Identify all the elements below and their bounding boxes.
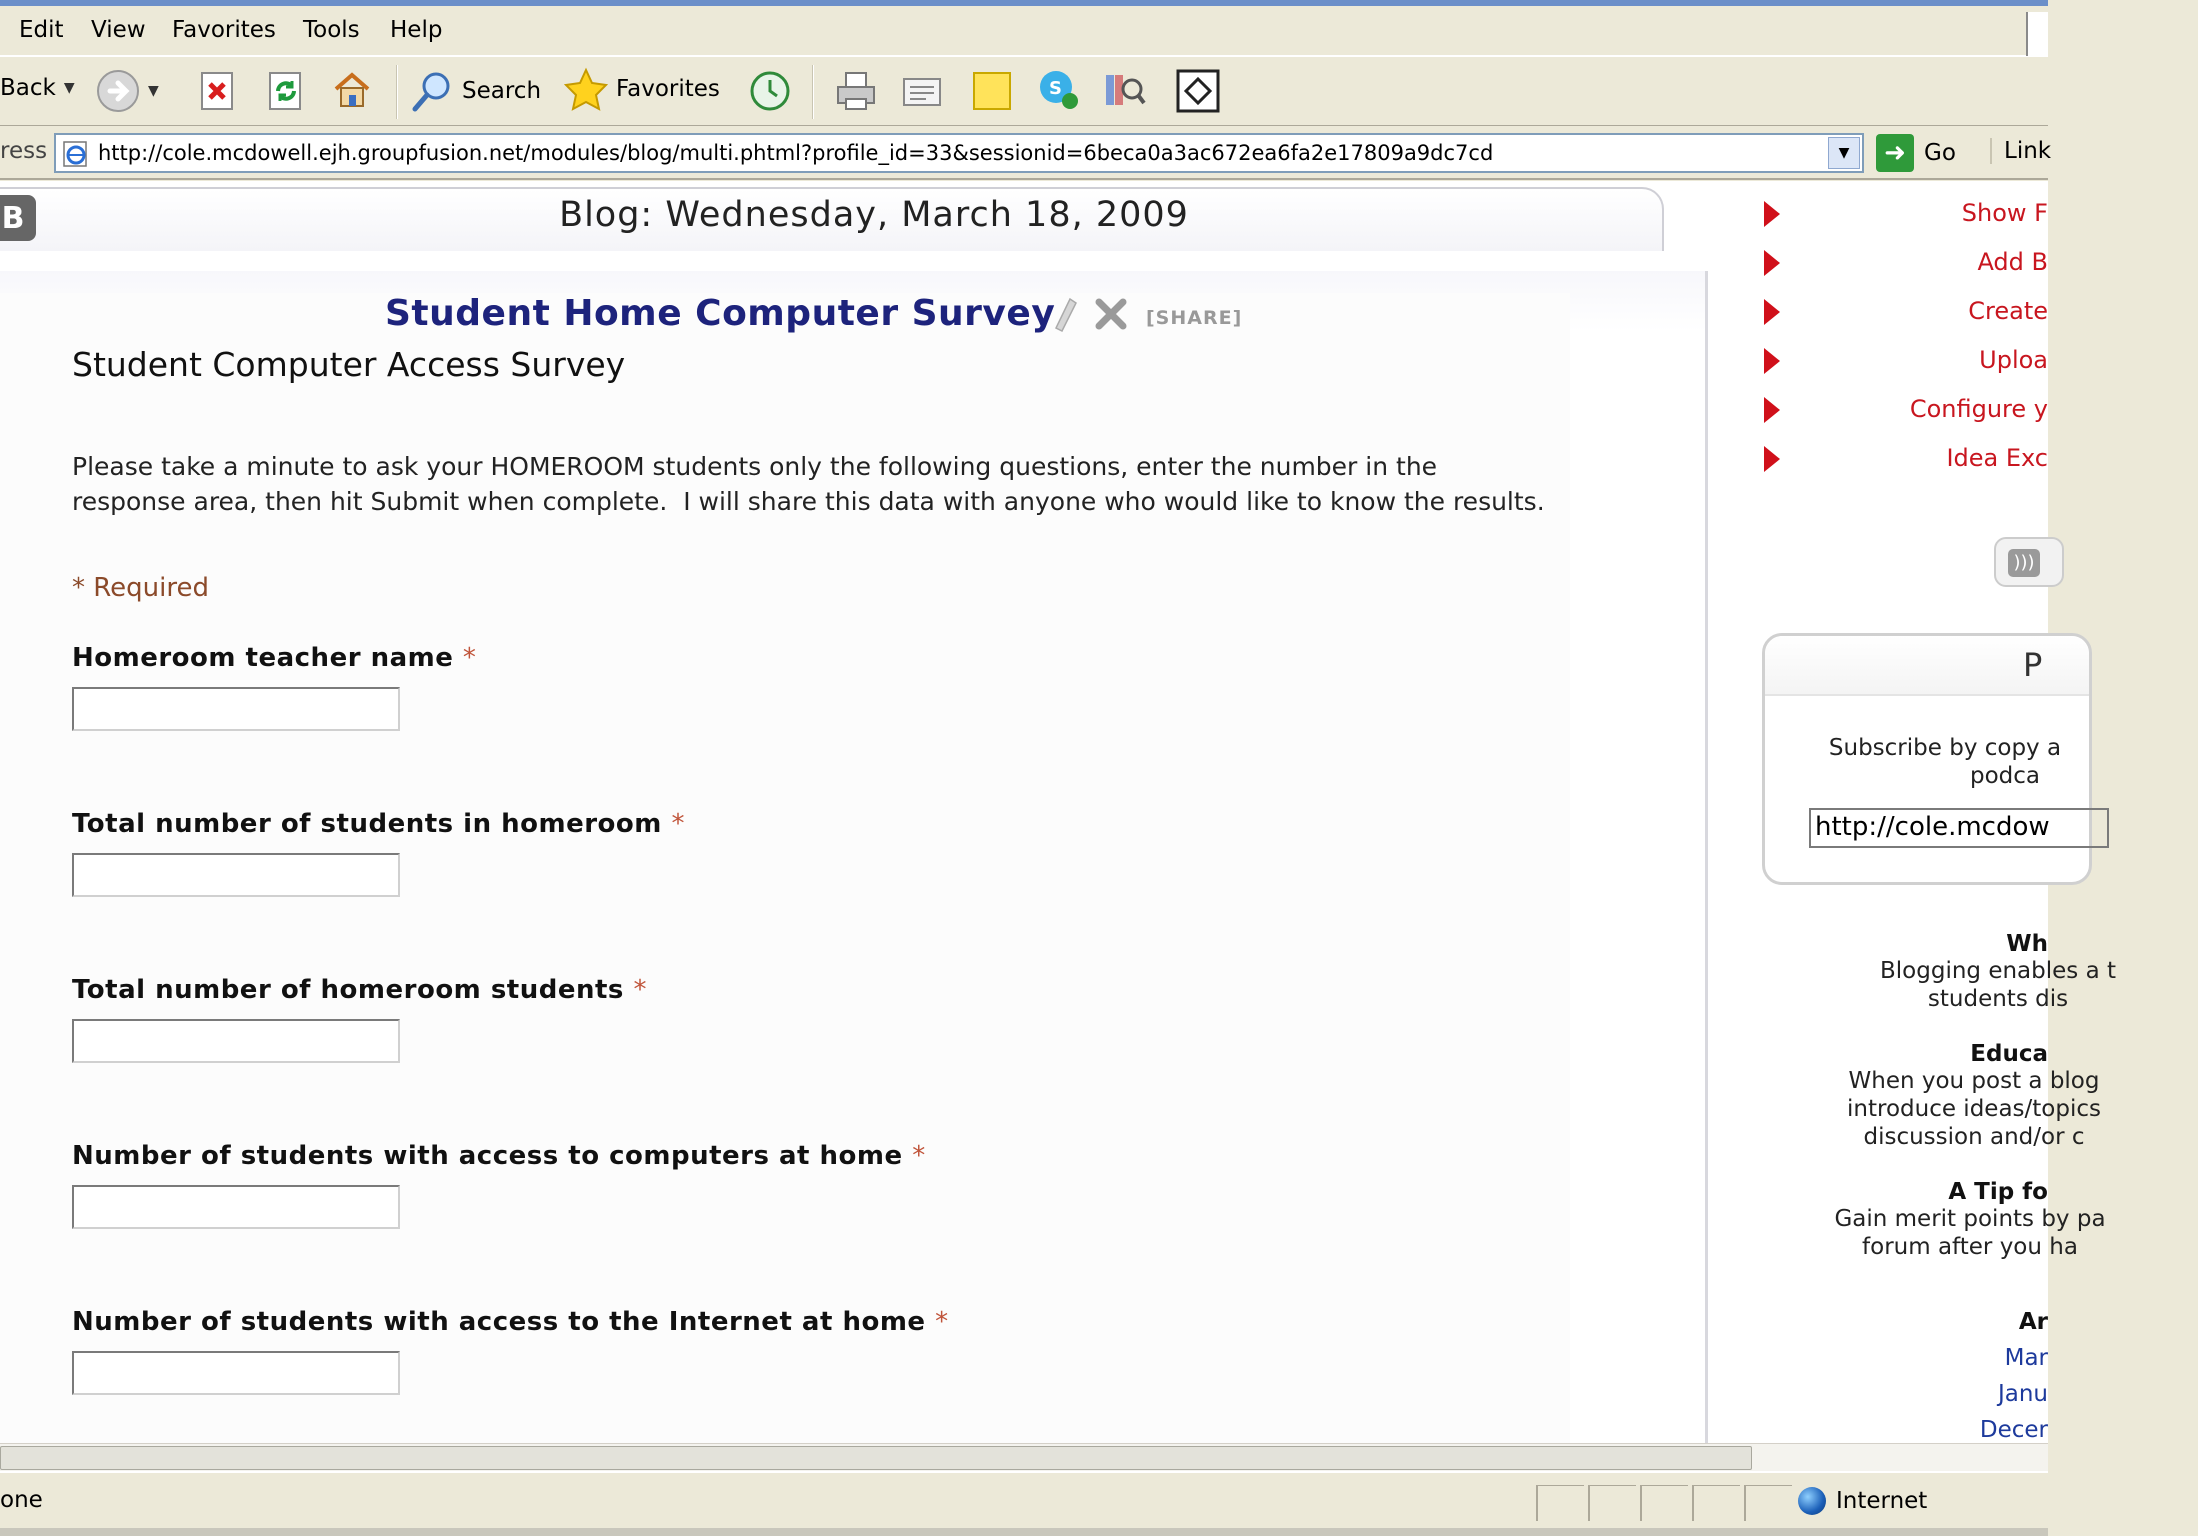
search-icon	[410, 69, 454, 113]
form-description	[72, 449, 1552, 519]
sidebar-link-label: Uploa	[1979, 346, 2048, 374]
share-link[interactable]: [SHARE]	[1146, 307, 1243, 329]
info-text-line: Gain merit points by pa	[1834, 1206, 2106, 1232]
page-content	[0, 181, 2116, 1443]
status-text: one	[0, 1487, 43, 1513]
podcast-box	[1762, 633, 2092, 885]
back-label: Back	[0, 75, 56, 101]
homeroom-teacher-name-input[interactable]	[72, 687, 400, 731]
podcast-description	[1765, 734, 2095, 790]
horizontal-scrollbar[interactable]	[0, 1443, 2048, 1471]
refresh-icon[interactable]	[264, 69, 308, 113]
note-icon[interactable]	[970, 69, 1014, 113]
computer-access-input[interactable]	[72, 1185, 400, 1229]
rss-button[interactable]	[1994, 537, 2064, 587]
question-text: Number of students with access to the Internet at home	[72, 1307, 926, 1337]
info-heading: Wh	[2006, 931, 2048, 957]
rss-icon: )))	[2008, 549, 2040, 577]
podcast-description-line: Subscribe by copy a	[1828, 735, 2062, 761]
required-marker: *	[912, 1141, 926, 1171]
ie-page-icon	[62, 140, 90, 168]
question-text: Number of students with access to computers at home	[72, 1141, 903, 1171]
back-button[interactable]	[0, 75, 75, 101]
archive-link[interactable]: Decer	[1979, 1417, 2048, 1443]
sidebar	[1714, 181, 2116, 1443]
taskbar-edge	[0, 1528, 2048, 1536]
podcast-url-input[interactable]: http://cole.mcdow	[1809, 808, 2109, 848]
skype-icon[interactable]	[1036, 67, 1080, 111]
history-icon[interactable]	[748, 69, 792, 113]
info-text	[1774, 1067, 2174, 1151]
status-bar	[0, 1471, 2048, 1536]
go-label: Go	[1924, 140, 1956, 166]
archive-heading: Ar	[2018, 1309, 2048, 1335]
info-text-line: When you post a blog	[1848, 1068, 2100, 1094]
delete-icon[interactable]	[1094, 297, 1128, 331]
stop-icon[interactable]	[196, 69, 240, 113]
info-text-line: Blogging enables a t	[1880, 958, 2116, 984]
back-dropdown-icon[interactable]: ▼	[63, 80, 75, 96]
status-pane	[1640, 1485, 1688, 1521]
addon-icon[interactable]	[1176, 69, 1220, 113]
form-description-line: response area, then hit Submit when complete. I will share this data with anyone who would like to know the results.	[72, 487, 1545, 516]
podcast-box-title: P	[2023, 646, 2043, 684]
info-text-line: students dis	[1927, 986, 2069, 1012]
address-url: http://cole.mcdowell.ejh.groupfusion.net/modules/blog/multi.phtml?profile_id=33&sessionid=6beca0a3ac672ea6fa2e17809a9dc7cd	[98, 141, 1494, 165]
red-arrow-icon	[1764, 250, 1780, 276]
red-arrow-icon	[1764, 397, 1780, 423]
sidebar-link-label: Show F	[1961, 199, 2048, 227]
sidebar-link[interactable]	[1714, 344, 2048, 378]
info-text	[1798, 957, 2198, 1013]
sidebar-link[interactable]	[1714, 295, 2048, 329]
info-text	[1770, 1205, 2170, 1261]
required-marker: *	[462, 643, 477, 673]
form-description-line: Please take a minute to ask your HOMEROOM students only the following questions, enter the number in the	[72, 452, 1438, 481]
question-label	[72, 1307, 949, 1337]
menu-favorites[interactable]: Favorites	[172, 17, 276, 43]
edit-pencil-icon[interactable]	[1052, 297, 1078, 333]
internet-access-input[interactable]	[72, 1351, 400, 1395]
svg-text:S: S	[1049, 78, 1062, 99]
info-heading: A Tip fo	[1948, 1179, 2048, 1205]
question-label	[72, 809, 685, 839]
total-students-input[interactable]	[72, 853, 400, 897]
required-marker: *	[633, 975, 647, 1005]
print-icon[interactable]	[834, 69, 878, 113]
menu-bar	[0, 0, 2048, 56]
sidebar-link-label: Add B	[1977, 248, 2048, 276]
search-button[interactable]	[410, 69, 541, 113]
address-input[interactable]	[54, 133, 1864, 173]
research-icon[interactable]	[1102, 67, 1146, 111]
sidebar-link-label: Create	[1968, 297, 2048, 325]
question-text: Total number of homeroom students	[72, 975, 624, 1005]
menu-edit[interactable]: Edit	[19, 17, 64, 43]
sidebar-link[interactable]	[1714, 246, 2048, 280]
red-arrow-icon	[1764, 348, 1780, 374]
status-pane	[1536, 1485, 1584, 1521]
menu-view[interactable]: View	[91, 17, 146, 43]
status-pane	[1692, 1485, 1740, 1521]
forward-arrow-icon	[96, 69, 140, 113]
edit-page-icon[interactable]	[900, 69, 944, 113]
globe-icon	[1798, 1487, 1826, 1515]
windows-flag-area	[2026, 12, 2048, 60]
info-text-line: forum after you ha	[1862, 1234, 2078, 1260]
favorites-button[interactable]	[564, 67, 720, 111]
podcast-description-line: podca	[1969, 763, 2040, 789]
info-text-line: discussion and/or c	[1863, 1124, 2085, 1150]
status-pane	[1744, 1485, 1792, 1521]
question-label	[72, 643, 476, 673]
favorites-label: Favorites	[616, 76, 720, 102]
address-label: ress	[0, 138, 48, 164]
status-pane	[1588, 1485, 1636, 1521]
scrollbar-thumb[interactable]	[0, 1446, 1752, 1470]
sidebar-link[interactable]	[1714, 393, 2048, 427]
links-button[interactable]: Link	[1990, 138, 2051, 164]
sidebar-link-label: Idea Exc	[1946, 444, 2048, 472]
archive-link[interactable]: Janu	[1997, 1381, 2048, 1407]
question-label	[72, 975, 647, 1005]
menu-help[interactable]: Help	[390, 17, 443, 43]
forward-dropdown-icon[interactable]: ▼	[148, 83, 159, 99]
red-arrow-icon	[1764, 299, 1780, 325]
question-label	[72, 1141, 926, 1171]
sidebar-link[interactable]	[1714, 442, 2048, 476]
sidebar-link[interactable]	[1714, 197, 2048, 231]
menu-tools[interactable]: Tools	[303, 17, 360, 43]
go-button[interactable]	[1876, 134, 1956, 172]
forward-button[interactable]	[96, 69, 159, 113]
question-text: Total number of students in homeroom	[72, 809, 662, 839]
home-icon[interactable]	[330, 67, 374, 111]
required-note: * Required	[72, 573, 209, 603]
required-marker: *	[671, 809, 685, 839]
total-homeroom-students-input[interactable]	[72, 1019, 400, 1063]
favorites-star-icon	[564, 67, 608, 111]
post-title[interactable]: Student Home Computer Survey	[385, 293, 1056, 334]
question-text: Homeroom teacher name	[72, 643, 454, 673]
search-label: Search	[462, 78, 542, 104]
info-heading: Educa	[1970, 1041, 2048, 1067]
red-arrow-icon	[1764, 201, 1780, 227]
toolbar	[0, 56, 2048, 126]
sidebar-link-label: Configure y	[1909, 395, 2048, 423]
required-marker: *	[935, 1307, 949, 1337]
info-text-line: introduce ideas/topics	[1847, 1096, 2101, 1122]
address-dropdown-icon[interactable]: ▼	[1828, 137, 1860, 169]
red-arrow-icon	[1764, 446, 1780, 472]
address-bar	[0, 126, 2052, 180]
blog-date-title: Blog: Wednesday, March 18, 2009	[559, 195, 1189, 235]
form-title: Student Computer Access Survey	[72, 345, 626, 384]
security-zone	[1798, 1487, 1927, 1515]
blogger-icon: B	[0, 195, 36, 241]
archive-link[interactable]: Mar	[2004, 1345, 2048, 1371]
zone-label: Internet	[1836, 1488, 1928, 1514]
go-arrow-icon: ➜	[1876, 134, 1914, 172]
